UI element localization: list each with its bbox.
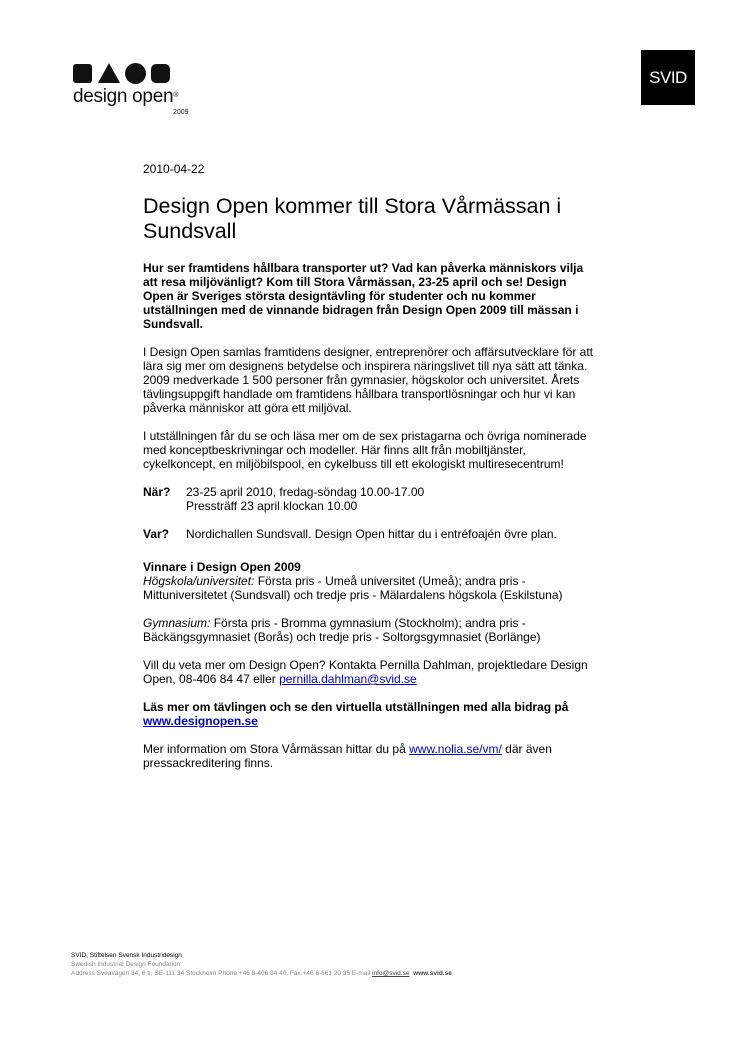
circle-shape-icon [125,63,146,84]
footer-website: www.svid.se [413,970,452,977]
page-footer [71,951,452,978]
footer-address: Address Sveavägen 34, 6 tr, SE-111 34 Stockholm Phone +46 8-406 84 40, Fax +46 8-661 20 35 E-mail [71,970,373,977]
when-line-2: Pressträff 23 april klockan 10.00 [186,499,358,513]
intro-paragraph: Hur ser framtidens hållbara transporter ut? Vad kan påverka människors vilja att resa miljövänligt? Kom till Stora Vårmässan, 23-25 april och se! Design Open är Sveriges största designtävling för studenter och nu kommer utställningen med de vinnande bidragen från Design Open 2009 till mässan i Sundsvall. [143,261,584,331]
more-info-text-2: där även pressackreditering finns. [143,742,552,770]
contact-text: Vill du veta mer om Design Open? Kontakta Pernilla Dahlman, projektledare Design Open, 08-406 84 47 eller [143,658,588,686]
footer-org-name-english: Swedish Industrial Design Foundation [71,961,181,968]
paragraph-about: I Design Open samlas framtidens designer, entreprenörer och affärsutvecklare för att lära sig mer om designens betydelse och inspirera näringslivet till nya sätt att tänka. 2009 medverkade 1 500 personer från gymnasier, högskolor och universitet. Årets tävlingsuppgift handlade om framtidens hållbara transportlösningar och hur vi kan påverka människor att göra ett miljöval. [143,345,594,415]
press-release-body [143,162,593,784]
designopen-website-link[interactable]: www.designopen.se [143,714,258,728]
where-text: Nordichallen Sundsvall. Design Open hittar du i entréfoajén övre plan. [186,527,557,541]
logo-wordmark [73,87,213,107]
design-open-logo [73,62,213,116]
paragraph-exhibition: I utställningen får du se och läsa mer om de sex pristagarna och övriga nominerade med konceptbeskrivningar och modeller. Här finns allt från mobiltjänster, cykelkoncept, en miljöbilspool, en cykelbuss till ett ekologiskt multiresecentrum! [143,429,587,471]
nolia-website-link[interactable]: www.nolia.se/vm/ [409,742,502,756]
release-date: 2010-04-22 [143,162,205,176]
when-label: När? [143,485,171,499]
logo-registered-mark: ® [173,92,179,99]
gymnasium-winners-paragraph [143,616,593,644]
university-label: Högskola/universitet: [143,574,255,588]
contact-email-link[interactable]: pernilla.dahlman@svid.se [279,672,417,686]
svid-badge: SVID [641,50,695,105]
winners-section [143,560,593,602]
footer-address-line [71,969,452,978]
logo-shapes [73,62,213,84]
page-title: Design Open kommer till Stora Vårmässan i Sundsvall [143,194,562,243]
logo-text: design open [73,86,174,107]
read-more-paragraph [143,700,593,728]
when-line-1: 23-25 april 2010, fredag-söndag 10.00-17.00 [186,485,425,499]
more-info-text-1: Mer information om Stora Vårmässan hittar du på [143,742,410,756]
gymnasium-label: Gymnasium: [143,616,211,630]
more-info-paragraph [143,742,593,770]
rounded-square-shape-icon [151,63,171,83]
triangle-shape-icon [98,63,120,83]
read-more-text: Läs mer om tävlingen och se den virtuella utställningen med alla bidrag på [143,700,569,714]
square-shape-icon [73,63,93,83]
winners-heading: Vinnare i Design Open 2009 [143,560,301,574]
footer-org-name: SVID, Stiftelsen Svensk Industridesign [71,952,182,959]
gymnasium-winners: Första pris - Bromma gymnasium (Stockholm); andra pris - Bäckängsgymnasiet (Borås) och tredje pris - Soltorgsgymnasiet (Borlänge) [143,616,541,644]
contact-paragraph [143,658,593,686]
when-section [143,485,593,513]
where-section [143,527,593,541]
where-label: Var? [143,527,170,541]
logo-year: 2009 [173,109,189,116]
when-details [186,485,424,513]
university-winners: Första pris - Umeå universitet (Umeå); andra pris - Mittuniversitetet (Sundsvall) och tredje pris - Mälardalens högskola (Eskilstuna) [143,574,563,602]
footer-email-link[interactable]: info@svid.se [372,970,410,977]
